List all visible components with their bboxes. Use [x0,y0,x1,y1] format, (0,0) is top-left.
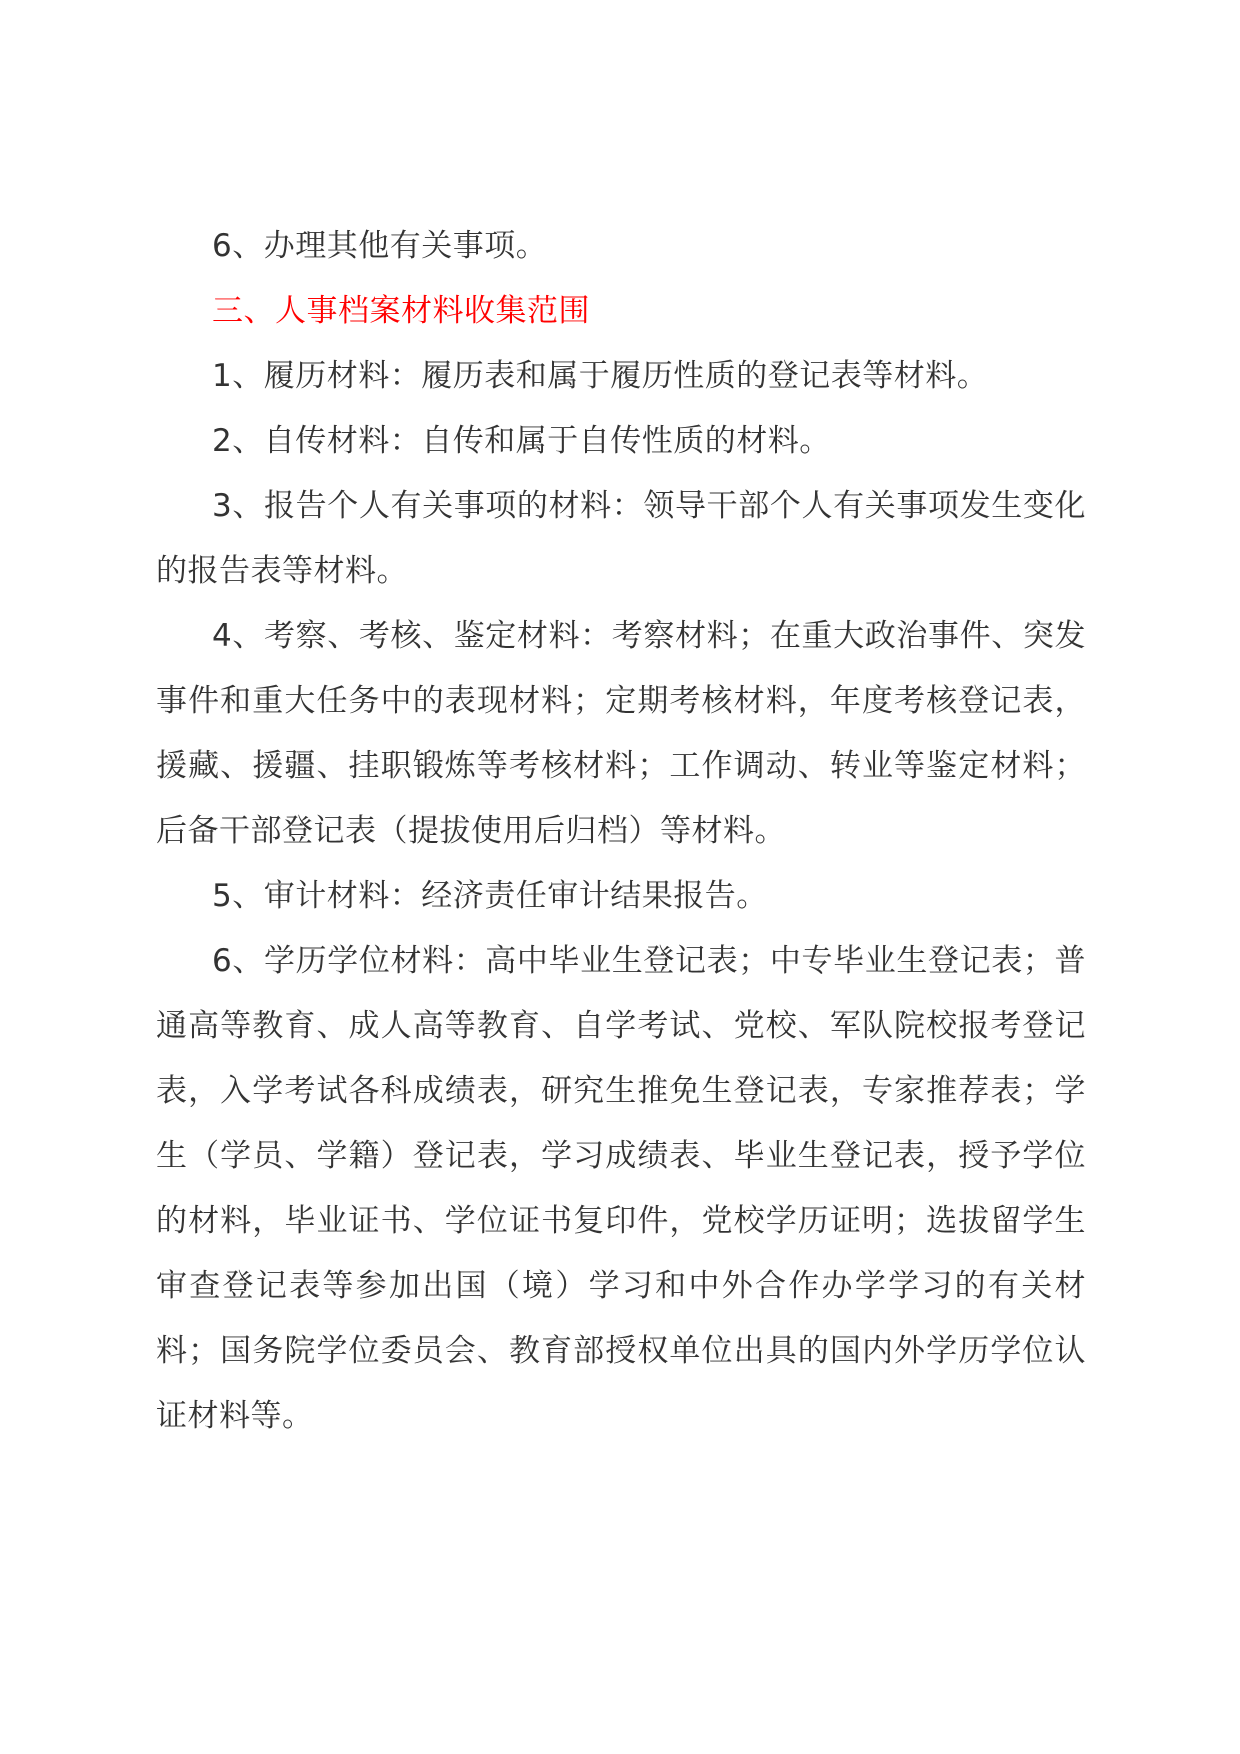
paragraph-resume-materials: 1、履历材料：履历表和属于履历性质的登记表等材料。 [212,358,989,394]
paragraph-education-degree-materials: 6、学历学位材料：高中毕业生登记表；中专毕业生登记表；普通高等教育、成人高等教育、自学考试、党校、军队院校报考登记表，入学考试各科成绩表，研究生推免生登记表，专家推荐表；学生（学员、学籍）登记表，学习成绩表、毕业生登记表，授予学位的材料，毕业证书、学位证书复印件，党校学历证明；选拔留学生审查登记表等参加出国（境）学习和中外合作办学学习的有关材料；国务院学位委员会、教育部授权单位出具的国内外学历学位认证材料等。 [156,943,1086,1434]
document-body [156,214,1086,1449]
paragraph-autobiography-materials: 2、自传材料：自传和属于自传性质的材料。 [212,423,831,459]
paragraph-personal-matters-report: 3、报告个人有关事项的材料：领导干部个人有关事项发生变化的报告表等材料。 [156,488,1086,589]
paragraph-assessment-materials: 4、考察、考核、鉴定材料：考察材料；在重大政治事件、突发事件和重大任务中的表现材料；定期考核材料，年度考核登记表，援藏、援疆、挂职锻炼等考核材料；工作调动、转业等鉴定材料；后备干部登记表（提拔使用后归档）等材料。 [156,618,1086,849]
paragraph-audit-materials: 5、审计材料：经济责任审计结果报告。 [212,878,768,914]
paragraph-item-6-other-matters: 6、办理其他有关事项。 [212,228,548,264]
section-heading-collection-scope: 三、人事档案材料收集范围 [212,293,590,329]
